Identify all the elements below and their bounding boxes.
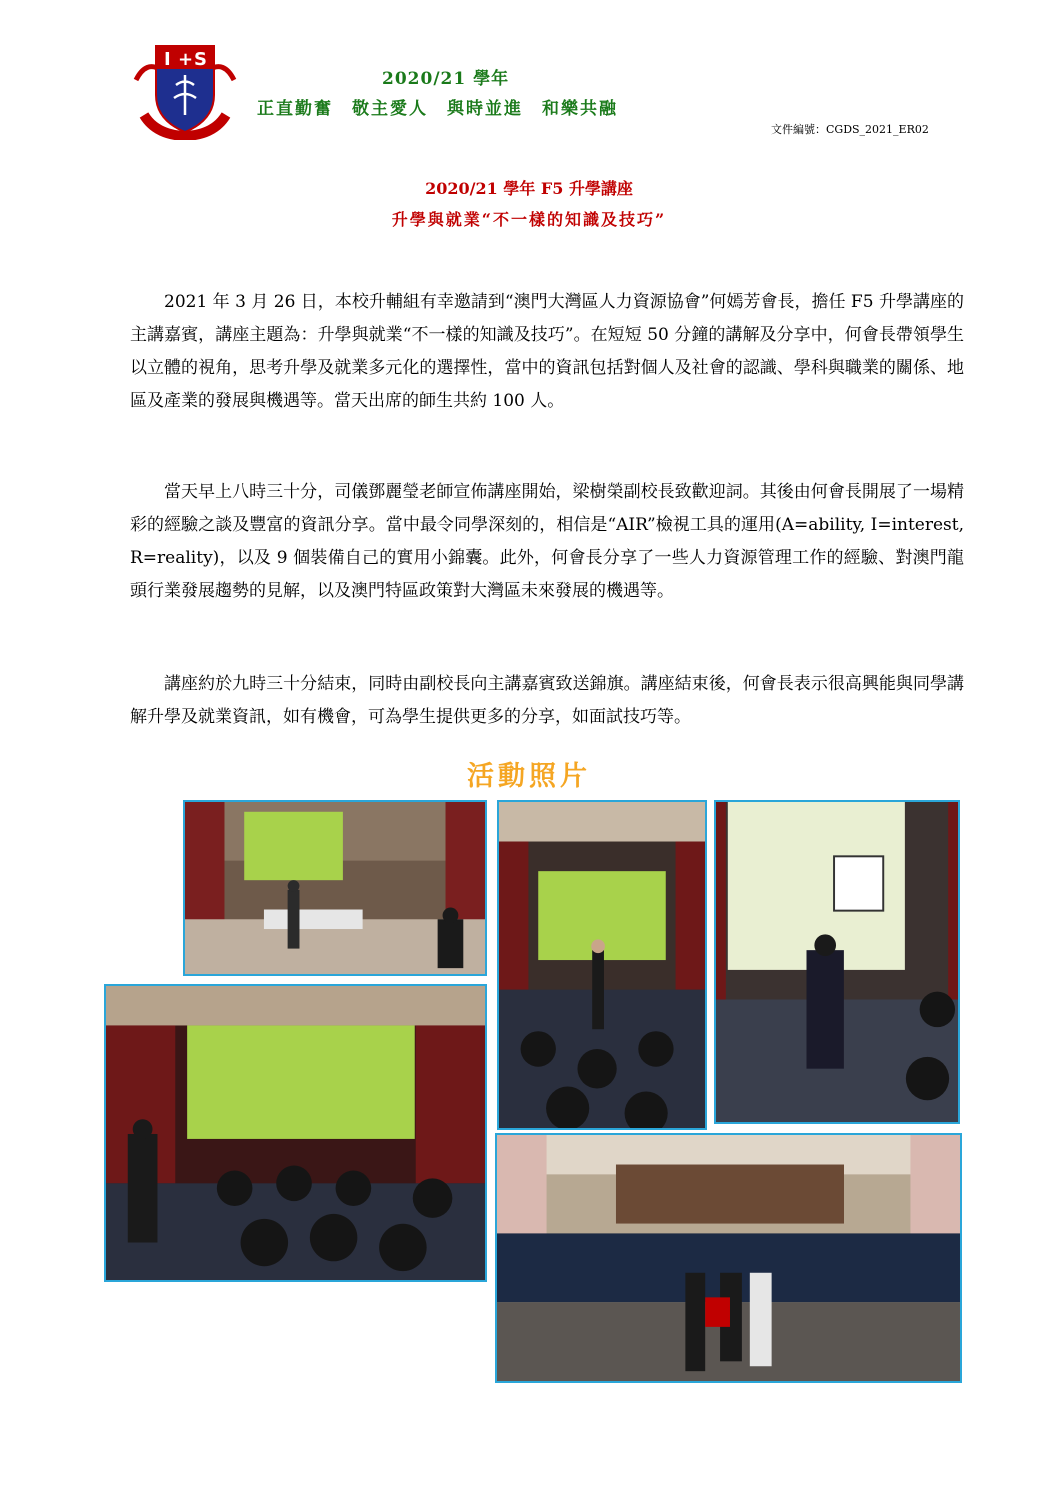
photo-section-heading: 活動照片 — [467, 761, 591, 792]
activity-photo-2 — [497, 800, 707, 1130]
school-motto: 正直勤奮 敬主愛人 與時並進 和樂共融 — [257, 99, 618, 119]
svg-text:I: I — [164, 49, 171, 70]
svg-text:+: + — [178, 49, 194, 70]
activity-photo-3 — [714, 800, 960, 1124]
document-number: 文件編號：CGDS_2021_ER02 — [771, 123, 929, 136]
activity-photo-4 — [104, 984, 487, 1282]
body-paragraph-2: 當天早上八時三十分，司儀鄧麗瑩老師宣佈講座開始，梁樹榮副校長致歡迎詞。其後由何會長開展了一場精彩的經驗之談及豐富的資訊分享。當中最令同學深刻的，相信是“AIR”檢視工具的運用(A=ability, I=interest, R=reality)，以及 9 個裝備自己的實用小錦囊。此外，何會長分享了一些人力資源管理工作的經驗、對澳門龍頭行業發展趨勢的見解，以及澳門特區政策對大灣區未來發展的機遇等。 — [130, 482, 964, 601]
activity-photo-5 — [495, 1133, 962, 1383]
school-year: 2020/21 學年 — [382, 69, 510, 89]
body-paragraph-3: 講座約於九時三十分結束，同時由副校長向主講嘉賓致送錦旗。講座結束後，何會長表示很高興能與同學講解升學及就業資訊，如有機會，可為學生提供更多的分享，如面試技巧等。 — [130, 674, 964, 727]
page-title: 2020/21 學年 F5 升學講座 — [425, 179, 633, 198]
body-paragraph-1: 2021 年 3 月 26 日，本校升輔組有幸邀請到“澳門大灣區人力資源協會”何嫣芳會長，擔任 F5 升學講座的主講嘉賓，講座主題為：升學與就業“不一樣的知識及技巧”。在短短 50 分鐘的講解及分享中，何會長帶領學生以立體的視角，思考升學及就業多元化的選擇性，當中的資訊包括對個人及社會的認識、學科與職業的關係、地區及產業的發展與機遇等。當天出席的師生共約 100 人。 — [130, 292, 964, 411]
school-crest — [126, 40, 244, 140]
svg-text:S: S — [194, 49, 207, 70]
page-subtitle: 升學與就業“不一樣的知識及技巧” — [391, 210, 667, 229]
activity-photo-1 — [183, 800, 487, 976]
